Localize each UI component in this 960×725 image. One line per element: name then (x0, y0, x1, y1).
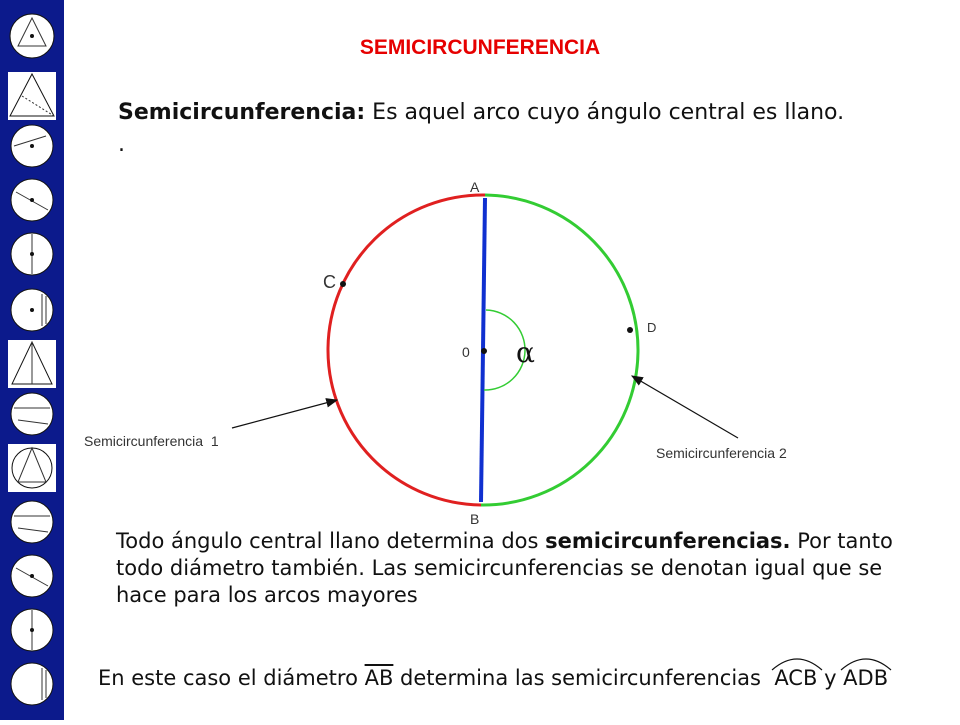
paragraph-bold: semicircunferencias. (545, 529, 791, 553)
point-c-dot (340, 281, 346, 287)
definition-text: Es aquel arco cuyo ángulo central es llano. (365, 100, 845, 125)
arc-acb (774, 666, 817, 690)
label-d: D (647, 320, 657, 335)
paragraph-part1: Todo ángulo central llano determina dos (116, 529, 546, 553)
segment-ab: $\overline{AB}$ (364, 666, 394, 690)
pointer-arrow-1 (232, 400, 337, 428)
final-sentence (98, 666, 888, 690)
center-point (481, 348, 487, 354)
explanation-paragraph (116, 528, 916, 609)
dot-line: . (118, 132, 125, 157)
label-b: B (470, 511, 480, 527)
page-title: SEMICIRCUNFERENCIA (359, 36, 601, 59)
semicircle-2-label: Semicircunferencia 2 (656, 445, 787, 461)
final-part1: En este caso el diámetro (98, 666, 365, 690)
final-part2: determina las semicircunferencias (393, 666, 775, 690)
paragraph-part2: Por tanto todo diámetro también. Las semicircunferencias se denotan igual que se hace para los arcos mayores (116, 529, 893, 607)
arc-acb-label: ACB (774, 666, 818, 690)
semicircle-1-label: Semicircunferencia 1 (84, 433, 219, 449)
pointer-arrow-2 (632, 376, 738, 438)
label-alpha: α (516, 336, 535, 369)
point-d-dot (627, 327, 633, 333)
arc-adb (843, 666, 888, 690)
final-conj: y (817, 666, 844, 690)
semicircle-2-arc (481, 195, 638, 505)
arc-acb-mark (770, 654, 824, 672)
label-c: C (323, 272, 336, 292)
label-center: 0 (462, 344, 470, 360)
definition-term: Semicircunferencia: (118, 100, 366, 125)
arc-adb-label: ADB (843, 666, 889, 690)
arc-adb-mark (839, 654, 893, 672)
label-a: A (470, 179, 480, 195)
